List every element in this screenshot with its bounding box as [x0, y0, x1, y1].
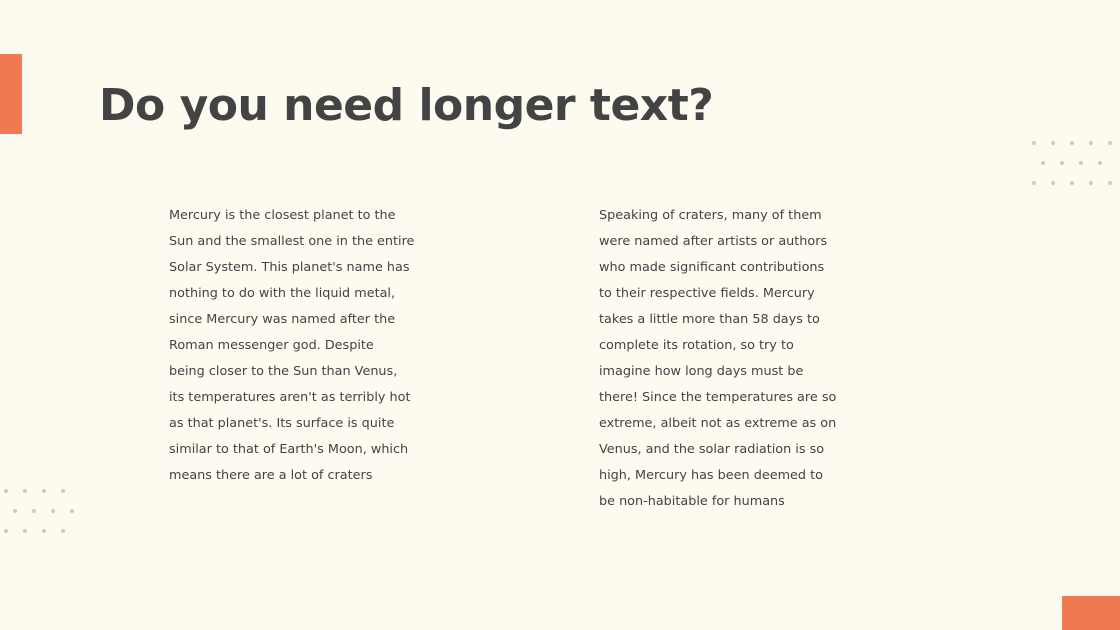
- text-line: being closer to the Sun than Venus,: [169, 364, 398, 379]
- decorative-dot: [1108, 141, 1112, 145]
- decorative-dot: [1051, 141, 1055, 145]
- text-line: Mercury is the closest planet to the: [169, 208, 396, 223]
- decorative-dot: [1032, 141, 1036, 145]
- text-line: Speaking of craters, many of them: [599, 208, 822, 223]
- text-line: Solar System. This planet's name has: [169, 260, 410, 275]
- text-line: high, Mercury has been deemed to: [599, 468, 823, 483]
- decorative-dot: [1051, 181, 1055, 185]
- text-line: extreme, albeit not as extreme as on: [599, 416, 837, 431]
- text-line: its temperatures aren't as terribly hot: [169, 390, 411, 405]
- accent-bar-left: [0, 54, 22, 134]
- text-column-left: [169, 203, 524, 489]
- accent-block-bottom-right: [1062, 596, 1120, 630]
- text-line: as that planet's. Its surface is quite: [169, 416, 395, 431]
- text-column-right: [599, 203, 954, 515]
- decorative-dot: [1041, 161, 1045, 165]
- decorative-dot: [70, 509, 74, 513]
- text-line: nothing to do with the liquid metal,: [169, 286, 396, 301]
- decorative-dot: [4, 489, 8, 493]
- decorative-dot: [1108, 181, 1112, 185]
- text-line: there! Since the temperatures are so: [599, 390, 837, 405]
- decorative-dot: [1070, 181, 1074, 185]
- text-line: means there are a lot of craters: [169, 468, 373, 483]
- decorative-dot: [1070, 141, 1074, 145]
- text-line: be non-habitable for humans: [599, 494, 785, 509]
- decorative-dot: [1089, 141, 1093, 145]
- decorative-dot: [61, 529, 65, 533]
- text-line: since Mercury was named after the: [169, 312, 396, 327]
- text-line: were named after artists or authors: [599, 234, 828, 249]
- text-line: similar to that of Earth's Moon, which: [169, 442, 409, 457]
- text-line: imagine how long days must be: [599, 364, 804, 379]
- decorative-dot: [23, 489, 27, 493]
- decorative-dot: [4, 529, 8, 533]
- slide-title: Do you need longer text?: [99, 80, 714, 131]
- decorative-dot: [1098, 161, 1102, 165]
- text-line: who made significant contributions: [599, 260, 825, 275]
- decorative-dot: [1079, 161, 1083, 165]
- decorative-dot: [61, 489, 65, 493]
- decorative-dot: [42, 489, 46, 493]
- text-line: Sun and the smallest one in the entire: [169, 234, 415, 249]
- decorative-dot: [1060, 161, 1064, 165]
- decorative-dot: [23, 529, 27, 533]
- decorative-dot: [1032, 181, 1036, 185]
- decorative-dot: [1089, 181, 1093, 185]
- text-line: Venus, and the solar radiation is so: [599, 442, 825, 457]
- decorative-dot: [51, 509, 55, 513]
- decorative-dot: [32, 509, 36, 513]
- decorative-dot: [42, 529, 46, 533]
- text-line: to their respective fields. Mercury: [599, 286, 815, 301]
- text-line: takes a little more than 58 days to: [599, 312, 820, 327]
- text-line: Roman messenger god. Despite: [169, 338, 374, 353]
- decorative-dot: [13, 509, 17, 513]
- text-line: complete its rotation, so try to: [599, 338, 794, 353]
